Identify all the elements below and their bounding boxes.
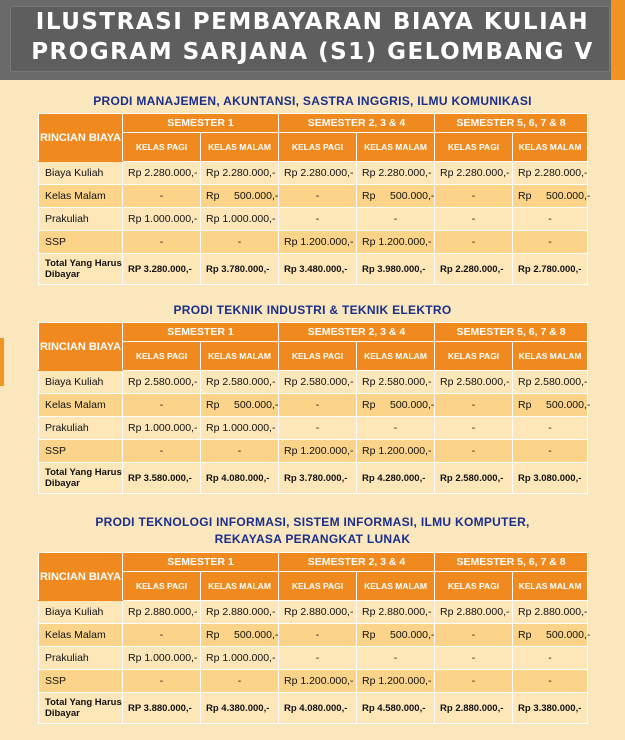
fee-cell: Rp 500.000,- <box>357 624 435 647</box>
left-accent-stripe <box>0 338 4 386</box>
row-label: Prakuliah <box>39 417 123 440</box>
header-class-4: KELAS PAGI <box>435 342 513 371</box>
fee-cell: Rp 2.580.000,- <box>123 371 201 394</box>
total-cell: Rp 2.780.000,- <box>513 254 588 285</box>
header-semester-1: SEMESTER 1 <box>123 323 279 342</box>
total-cell: Rp 3.980.000,- <box>357 254 435 285</box>
row-label: Biaya Kuliah <box>39 601 123 624</box>
fee-cell: Rp 500.000,- <box>357 394 435 417</box>
total-row <box>39 463 588 494</box>
row-label: SSP <box>39 231 123 254</box>
fee-cell: - <box>201 670 279 693</box>
fee-cell: Rp 1.000.000,- <box>201 417 279 440</box>
total-cell: Rp 2.580.000,- <box>435 463 513 494</box>
fee-cell: Rp 500.000,- <box>201 624 279 647</box>
header-row-semesters <box>39 553 588 572</box>
fee-cell: Rp 500.000,- <box>201 394 279 417</box>
fee-cell: - <box>513 670 588 693</box>
fee-cell: Rp 500.000,- <box>513 185 588 208</box>
fee-cell: Rp 1.000.000,- <box>201 208 279 231</box>
fee-cell: Rp 2.580.000,- <box>357 371 435 394</box>
fee-cell: - <box>435 624 513 647</box>
fee-cell: - <box>201 231 279 254</box>
row-label: Prakuliah <box>39 647 123 670</box>
total-cell: Rp 4.080.000,- <box>279 693 357 724</box>
fee-cell: - <box>123 231 201 254</box>
fee-cell: - <box>123 440 201 463</box>
fee-cell: - <box>279 185 357 208</box>
total-cell: RP 3.280.000,- <box>123 254 201 285</box>
fee-cell: Rp 2.580.000,- <box>201 371 279 394</box>
total-cell: Rp 3.080.000,- <box>513 463 588 494</box>
fee-cell: Rp 2.580.000,- <box>435 371 513 394</box>
total-cell: Rp 4.280.000,- <box>357 463 435 494</box>
fee-cell: Rp 2.580.000,- <box>279 371 357 394</box>
fee-cell: Rp 2.280.000,- <box>513 162 588 185</box>
header-semester-1: SEMESTER 1 <box>123 553 279 572</box>
fee-cell: - <box>123 394 201 417</box>
table-row <box>39 440 588 463</box>
fee-cell: - <box>435 670 513 693</box>
row-label: Prakuliah <box>39 208 123 231</box>
total-cell: Rp 2.880.000,- <box>435 693 513 724</box>
fee-cell: Rp 2.880.000,- <box>123 601 201 624</box>
fee-cell: - <box>123 185 201 208</box>
total-cell: Rp 4.580.000,- <box>357 693 435 724</box>
row-label: Kelas Malam <box>39 394 123 417</box>
header-semester-2: SEMESTER 2, 3 & 4 <box>279 114 435 133</box>
table-row <box>39 185 588 208</box>
header-class-0: KELAS PAGI <box>123 133 201 162</box>
header-class-4: KELAS PAGI <box>435 572 513 601</box>
total-cell: RP 3.580.000,- <box>123 463 201 494</box>
header-class-5: KELAS MALAM <box>513 133 588 162</box>
header-row-semesters <box>39 323 588 342</box>
fee-cell: Rp 2.880.000,- <box>513 601 588 624</box>
fee-cell: Rp 1.200.000,- <box>357 670 435 693</box>
total-row <box>39 254 588 285</box>
header-class-5: KELAS MALAM <box>513 342 588 371</box>
fee-cell: Rp 2.580.000,- <box>513 371 588 394</box>
total-cell: Rp 3.480.000,- <box>279 254 357 285</box>
section-title-2: PRODI TEKNIK INDUSTRI & TEKNIK ELEKTRO <box>173 303 452 317</box>
table-row <box>39 417 588 440</box>
row-label: SSP <box>39 670 123 693</box>
header-class-5: KELAS MALAM <box>513 572 588 601</box>
fee-cell: Rp 1.200.000,- <box>357 231 435 254</box>
fee-cell: - <box>435 394 513 417</box>
header-class-3: KELAS MALAM <box>357 572 435 601</box>
fee-cell: - <box>123 670 201 693</box>
header-rincian-biaya: RINCIAN BIAYA <box>39 323 123 371</box>
section-title-1: PRODI MANAJEMEN, AKUNTANSI, SASTRA INGGRIS, ILMU KOMUNIKASI <box>93 94 532 108</box>
fee-cell: Rp 500.000,- <box>357 185 435 208</box>
total-cell: RP 3.880.000,- <box>123 693 201 724</box>
fee-cell: - <box>279 208 357 231</box>
total-cell: Rp 2.280.000,- <box>435 254 513 285</box>
row-label: SSP <box>39 440 123 463</box>
table-row <box>39 670 588 693</box>
fee-cell: Rp 2.280.000,- <box>357 162 435 185</box>
fee-cell: - <box>435 208 513 231</box>
table-row <box>39 371 588 394</box>
row-label: Kelas Malam <box>39 624 123 647</box>
fee-cell: Rp 500.000,- <box>513 394 588 417</box>
fee-cell: Rp 1.000.000,- <box>201 647 279 670</box>
total-label: Total Yang Harus Dibayar <box>39 693 123 724</box>
fee-table-2 <box>38 322 591 494</box>
total-cell: Rp 3.380.000,- <box>513 693 588 724</box>
title-banner <box>0 0 625 80</box>
total-cell: Rp 3.780.000,- <box>279 463 357 494</box>
fee-table-1 <box>38 113 591 285</box>
fee-cell: - <box>357 417 435 440</box>
row-label: Kelas Malam <box>39 185 123 208</box>
total-label: Total Yang Harus Dibayar <box>39 463 123 494</box>
fee-cell: Rp 1.200.000,- <box>279 440 357 463</box>
header-rincian-biaya: RINCIAN BIAYA <box>39 114 123 162</box>
fee-cell: Rp 1.200.000,- <box>357 440 435 463</box>
fee-cell: - <box>435 231 513 254</box>
header-semester-1: SEMESTER 1 <box>123 114 279 133</box>
header-class-3: KELAS MALAM <box>357 133 435 162</box>
fee-cell: Rp 500.000,- <box>201 185 279 208</box>
header-class-2: KELAS PAGI <box>279 342 357 371</box>
fee-cell: - <box>279 647 357 670</box>
header-semester-3: SEMESTER 5, 6, 7 & 8 <box>435 323 588 342</box>
header-class-2: KELAS PAGI <box>279 572 357 601</box>
header-class-0: KELAS PAGI <box>123 572 201 601</box>
fee-cell: - <box>123 624 201 647</box>
header-class-1: KELAS MALAM <box>201 572 279 601</box>
table-row <box>39 394 588 417</box>
fee-cell: - <box>513 417 588 440</box>
fee-table-3 <box>38 552 591 724</box>
header-class-1: KELAS MALAM <box>201 133 279 162</box>
fee-cell: - <box>435 647 513 670</box>
page-title-line2: PROGRAM SARJANA (S1) GELOMBANG V <box>31 39 594 65</box>
header-class-2: KELAS PAGI <box>279 133 357 162</box>
header-semester-3: SEMESTER 5, 6, 7 & 8 <box>435 553 588 572</box>
header-class-4: KELAS PAGI <box>435 133 513 162</box>
row-label: Biaya Kuliah <box>39 162 123 185</box>
fee-cell: - <box>513 208 588 231</box>
fee-cell: - <box>435 417 513 440</box>
fee-cell: - <box>201 440 279 463</box>
fee-cell: Rp 1.000.000,- <box>123 647 201 670</box>
section-title-3: PRODI TEKNOLOGI INFORMASI, SISTEM INFORMASI, ILMU KOMPUTER, <box>95 515 530 529</box>
total-row <box>39 693 588 724</box>
header-semester-3: SEMESTER 5, 6, 7 & 8 <box>435 114 588 133</box>
table-row <box>39 162 588 185</box>
table-row <box>39 231 588 254</box>
table-row <box>39 624 588 647</box>
row-label: Biaya Kuliah <box>39 371 123 394</box>
header-semester-2: SEMESTER 2, 3 & 4 <box>279 323 435 342</box>
fee-cell: - <box>435 440 513 463</box>
fee-cell: - <box>513 440 588 463</box>
fee-cell: Rp 2.880.000,- <box>201 601 279 624</box>
fee-cell: Rp 2.280.000,- <box>123 162 201 185</box>
total-cell: Rp 4.380.000,- <box>201 693 279 724</box>
fee-cell: Rp 2.280.000,- <box>201 162 279 185</box>
fee-cell: Rp 1.200.000,- <box>279 231 357 254</box>
fee-cell: - <box>357 208 435 231</box>
fee-cell: - <box>513 231 588 254</box>
total-cell: Rp 3.780.000,- <box>201 254 279 285</box>
page-title-line1: ILUSTRASI PEMBAYARAN BIAYA KULIAH <box>35 9 590 35</box>
header-class-3: KELAS MALAM <box>357 342 435 371</box>
section-title-3-line2: REKAYASA PERANGKAT LUNAK <box>214 532 411 546</box>
fee-cell: - <box>279 417 357 440</box>
header-semester-2: SEMESTER 2, 3 & 4 <box>279 553 435 572</box>
fee-cell: - <box>513 647 588 670</box>
fee-cell: Rp 2.280.000,- <box>435 162 513 185</box>
fee-cell: - <box>279 624 357 647</box>
fee-cell: Rp 2.880.000,- <box>279 601 357 624</box>
fee-cell: Rp 2.280.000,- <box>279 162 357 185</box>
total-cell: Rp 4.080.000,- <box>201 463 279 494</box>
total-label: Total Yang Harus Dibayar <box>39 254 123 285</box>
fee-cell: - <box>279 394 357 417</box>
table-row <box>39 208 588 231</box>
fee-cell: - <box>435 185 513 208</box>
fee-cell: Rp 1.000.000,- <box>123 208 201 231</box>
fee-cell: Rp 2.880.000,- <box>435 601 513 624</box>
header-row-semesters <box>39 114 588 133</box>
fee-cell: Rp 500.000,- <box>513 624 588 647</box>
table-row <box>39 601 588 624</box>
header-class-1: KELAS MALAM <box>201 342 279 371</box>
fee-cell: Rp 1.200.000,- <box>279 670 357 693</box>
table-row <box>39 647 588 670</box>
fee-cell: Rp 1.000.000,- <box>123 417 201 440</box>
fee-cell: - <box>357 647 435 670</box>
header-rincian-biaya: RINCIAN BIAYA <box>39 553 123 601</box>
fee-cell: Rp 2.880.000,- <box>357 601 435 624</box>
header-class-0: KELAS PAGI <box>123 342 201 371</box>
